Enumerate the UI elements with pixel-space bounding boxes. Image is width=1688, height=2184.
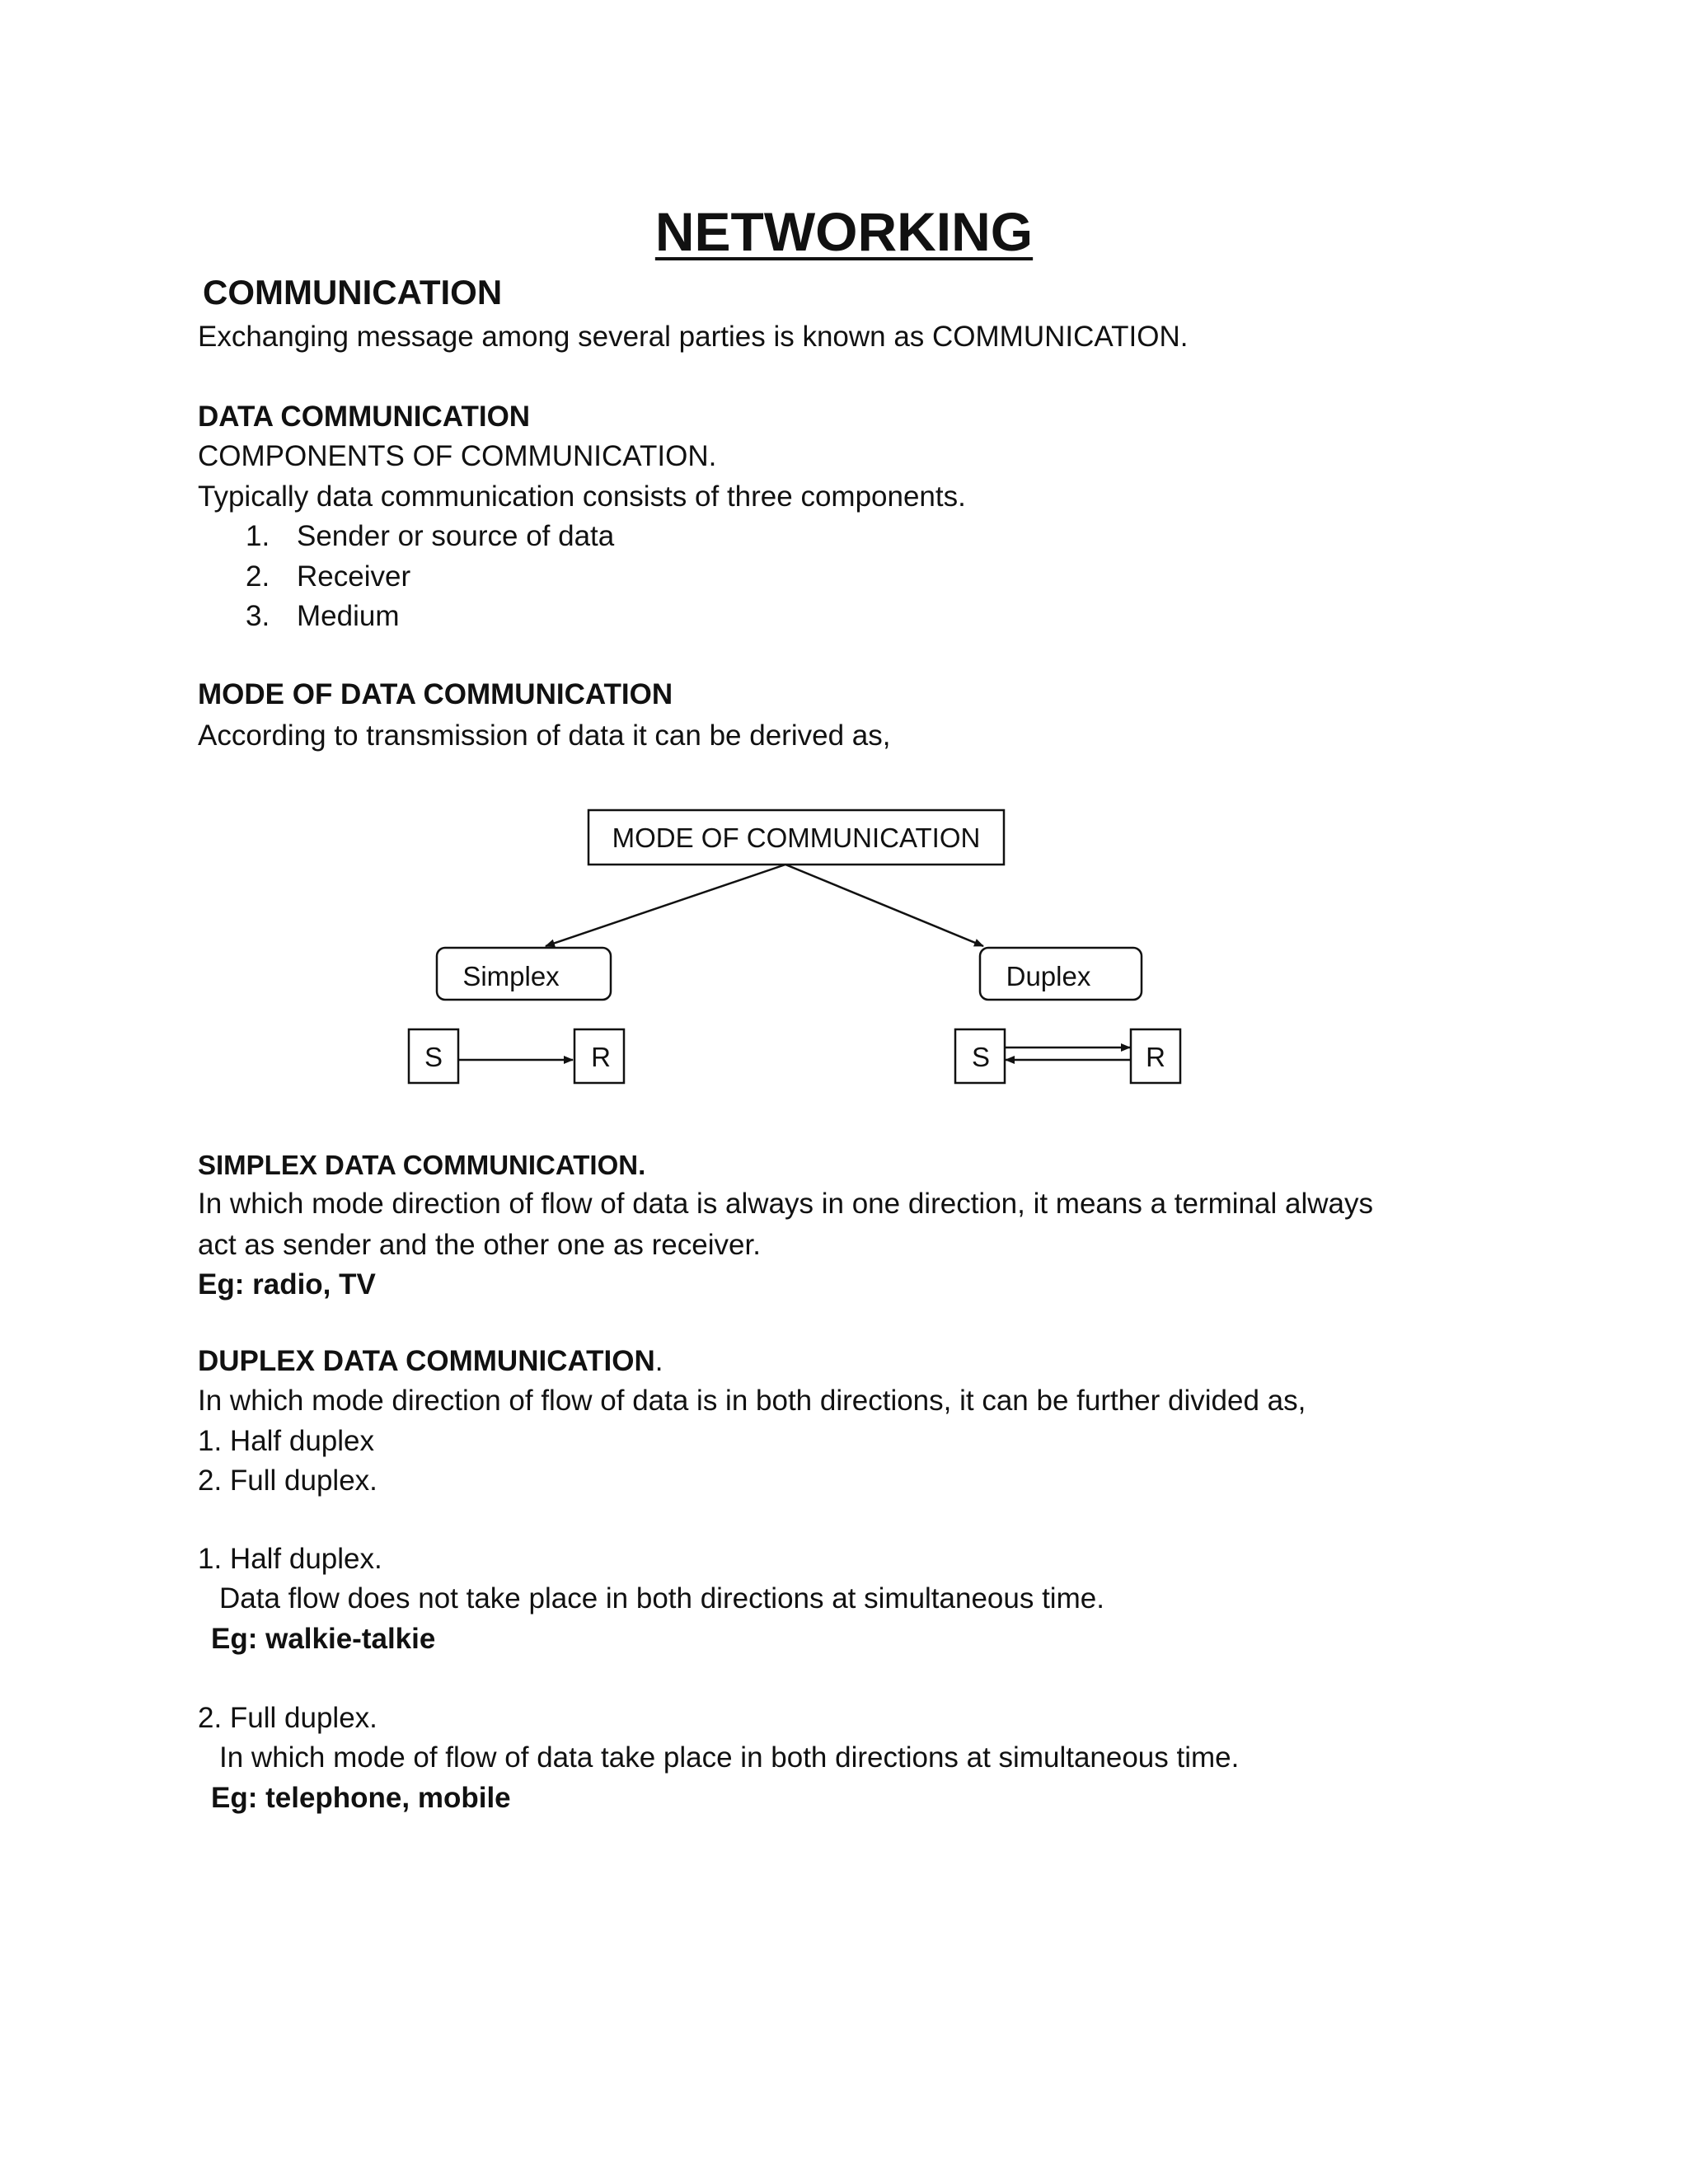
arrow-to-simplex (546, 865, 785, 946)
duplex-node-label: Duplex (1006, 961, 1091, 991)
root-node (588, 810, 1004, 865)
duplex-heading: DUPLEX DATA COMMUNICATION (198, 1345, 655, 1377)
page-title: NETWORKING (654, 201, 1034, 262)
duplex-receiver-label: R (1146, 1042, 1165, 1072)
duplex-sender-box (955, 1029, 1005, 1083)
simplex-sender-label: S (424, 1042, 443, 1072)
mode-intro: According to transmission of data it can be derived as, (198, 719, 891, 752)
duplex-intro: In which mode direction of flow of data is in both directions, it can be further divided as, (198, 1385, 1306, 1417)
full-duplex-heading: 2. Full duplex. (198, 1702, 377, 1734)
list-number: 1. (246, 520, 270, 552)
root-node-label: MODE OF COMMUNICATION (612, 823, 981, 853)
communication-heading: COMMUNICATION (203, 273, 503, 312)
duplex-heading-period: . (654, 1345, 663, 1377)
communication-definition: Exchanging message among several parties is known as COMMUNICATION. (198, 321, 1189, 353)
duplex-sender-label: S (971, 1042, 991, 1072)
list-number: 3. (246, 600, 270, 632)
half-duplex-text: Data flow does not take place in both directions at simultaneous time. (219, 1582, 1104, 1615)
full-duplex-text: In which mode of flow of data take place in both directions at simultaneous time. (219, 1741, 1240, 1774)
list-number: 2. (246, 560, 270, 593)
duplex-node (980, 948, 1142, 1000)
list-label: Receiver (297, 560, 411, 593)
components-subheading: COMPONENTS OF COMMUNICATION. (198, 440, 717, 472)
arrow-to-duplex (785, 865, 983, 946)
components-intro: Typically data communication consists of three components. (198, 480, 966, 513)
simplex-node-label: Simplex (462, 961, 560, 991)
simplex-receiver-box (574, 1029, 624, 1083)
half-duplex-example: Eg: walkie-talkie (211, 1623, 436, 1655)
simplex-node (437, 948, 611, 1000)
simplex-sender-box (409, 1029, 458, 1083)
mode-heading: MODE OF DATA COMMUNICATION (198, 678, 673, 710)
list-label: Sender or source of data (297, 520, 615, 552)
list-label: Medium (297, 600, 400, 632)
list-item: 2. Full duplex. (198, 1465, 377, 1497)
simplex-receiver-label: R (591, 1042, 611, 1072)
list-item: 1. Half duplex (198, 1425, 375, 1457)
simplex-example: Eg: radio, TV (198, 1268, 376, 1301)
duplex-receiver-box (1131, 1029, 1180, 1083)
simplex-heading: SIMPLEX DATA COMMUNICATION. (198, 1150, 646, 1180)
full-duplex-example: Eg: telephone, mobile (211, 1782, 511, 1814)
simplex-text-line1: In which mode direction of flow of data is always in one direction, it means a terminal always (198, 1188, 1373, 1220)
data-communication-heading: DATA COMMUNICATION (198, 401, 531, 433)
half-duplex-heading: 1. Half duplex. (198, 1543, 382, 1575)
duplex-heading-line (198, 1344, 663, 1379)
simplex-text-line2: act as sender and the other one as receiver. (198, 1229, 761, 1261)
